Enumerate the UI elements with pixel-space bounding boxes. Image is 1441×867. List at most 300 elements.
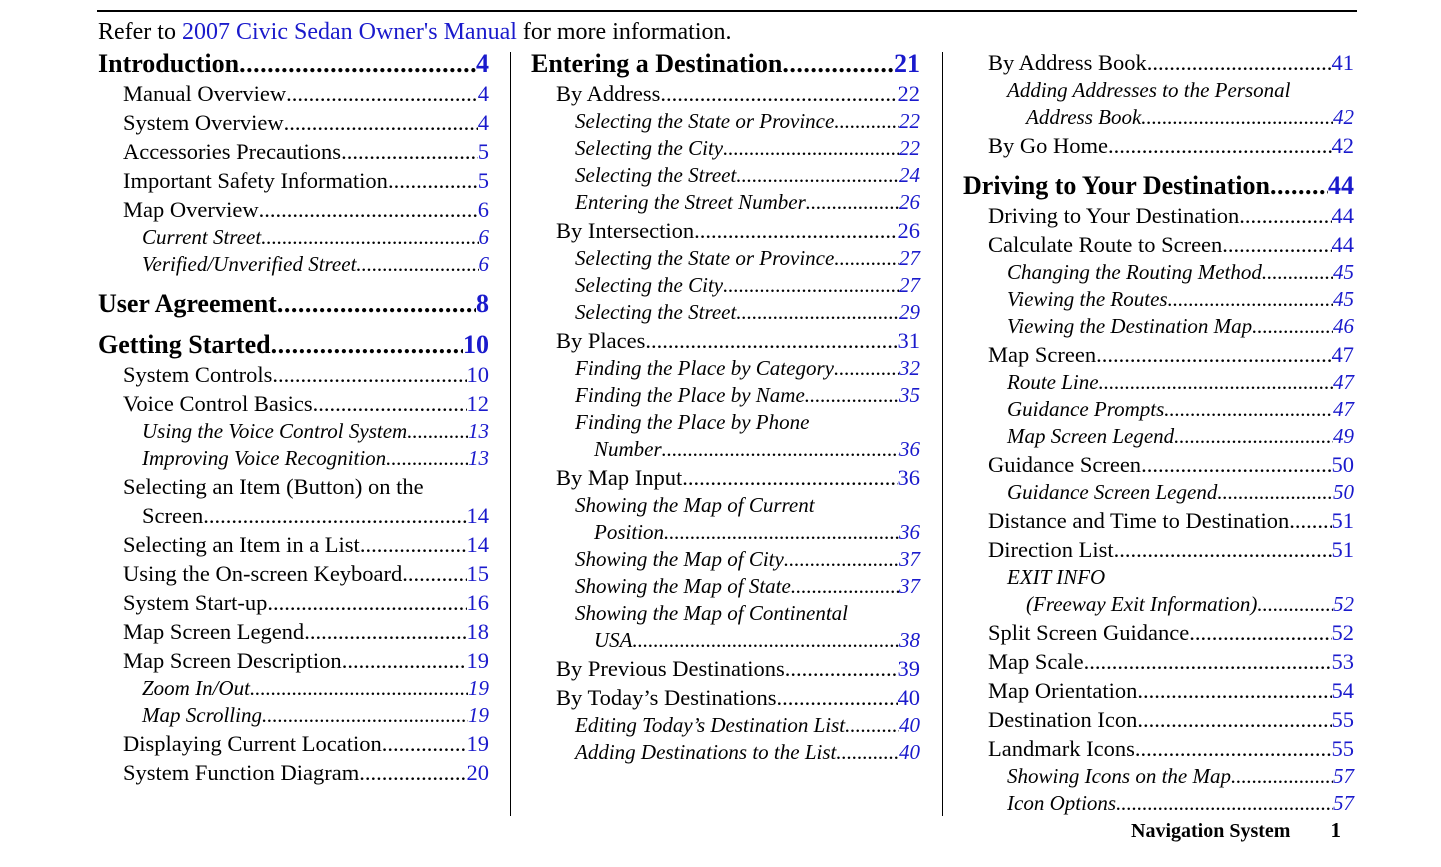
dot-leader [261, 224, 478, 251]
dot-leader [277, 288, 476, 319]
dot-leader [1135, 734, 1332, 763]
toc-entry[interactable] [98, 137, 489, 166]
dot-leader [834, 355, 899, 382]
toc-page-link[interactable]: 12 [466, 391, 489, 416]
toc-entry-title: Guidance Prompts [1007, 397, 1165, 421]
toc-entry-title: Guidance Screen Legend [1007, 480, 1218, 504]
toc-page-link[interactable]: 45 [1333, 260, 1354, 284]
toc-subentry[interactable] [963, 369, 1354, 396]
toc-page-link[interactable]: 47 [1333, 370, 1354, 394]
toc-entry-title: Selecting the State or Province [575, 246, 835, 270]
toc-subentry[interactable] [963, 564, 1354, 591]
toc-page-link[interactable]: 4 [476, 49, 489, 78]
toc-entry-title: System Controls [123, 362, 273, 387]
dot-leader [682, 463, 897, 492]
toc-subentry[interactable] [531, 627, 920, 654]
toc-page-link[interactable]: 26 [899, 190, 920, 214]
toc-column-3 [963, 48, 1354, 817]
toc-page-link[interactable]: 27 [899, 246, 920, 270]
toc-subentry[interactable] [963, 104, 1354, 131]
footer-page-number: 1 [1330, 818, 1341, 842]
toc-page-link[interactable]: 45 [1333, 287, 1354, 311]
toc-entry[interactable] [963, 340, 1354, 369]
toc-page-link[interactable]: 47 [1333, 397, 1354, 421]
dot-leader [1168, 286, 1333, 313]
toc-entry[interactable] [98, 166, 489, 195]
toc-entry-title: Address Book [1026, 105, 1142, 129]
dot-leader [203, 501, 466, 530]
column-divider [942, 52, 943, 816]
dot-leader [660, 79, 897, 108]
toc-entry-title: Accessories Precautions [123, 139, 342, 164]
toc-entry-title: By Places [556, 328, 646, 353]
top-rule [97, 10, 1357, 12]
toc-entry-title: Route Line [1007, 370, 1099, 394]
toc-page-link[interactable]: 57 [1333, 764, 1354, 788]
dot-leader [286, 79, 478, 108]
dot-leader [382, 729, 467, 758]
toc-entry-title: Verified/Unverified Street [142, 252, 357, 276]
toc-subentry[interactable] [531, 135, 920, 162]
toc-entry-title: Getting Started [98, 330, 271, 359]
toc-entry-title: Map Screen Legend [1007, 424, 1175, 448]
dot-leader [845, 712, 899, 739]
dot-leader [313, 389, 467, 418]
toc-page-link[interactable]: 22 [897, 81, 920, 106]
dot-leader [1099, 369, 1333, 396]
toc-entry-title: Selecting the State or Province [575, 109, 835, 133]
toc-subentry[interactable] [531, 573, 920, 600]
footer-section-title: Navigation System [1131, 820, 1291, 842]
toc-page-link[interactable]: 13 [468, 446, 489, 470]
toc-subentry[interactable] [531, 409, 920, 436]
reference-suffix: for more information. [516, 19, 732, 45]
toc-entry[interactable] [98, 501, 489, 530]
toc-entry[interactable] [531, 683, 920, 712]
toc-entry-title: Changing the Routing Method [1007, 260, 1262, 284]
toc-entry-title: Displaying Current Location [123, 731, 382, 756]
toc-entry[interactable] [963, 230, 1354, 259]
toc-entry-title: By Previous Destinations [556, 656, 785, 681]
toc-entry-title: EXIT INFO [1007, 565, 1106, 589]
toc-entry[interactable] [98, 530, 489, 559]
toc-entry-title: Current Street [142, 225, 262, 249]
dot-leader [1189, 618, 1331, 647]
toc-entry-title: Driving to Your Destination [988, 203, 1240, 228]
toc-subentry[interactable] [531, 739, 920, 766]
toc-entry[interactable] [531, 463, 920, 492]
toc-entry[interactable] [963, 131, 1354, 160]
dot-leader [723, 272, 899, 299]
toc-page-link[interactable]: 14 [466, 532, 489, 557]
dot-leader [1108, 131, 1332, 160]
toc-subentry[interactable] [963, 77, 1354, 104]
dot-leader [791, 573, 899, 600]
toc-section-heading[interactable] [531, 48, 920, 79]
toc-subentry[interactable] [963, 259, 1354, 286]
toc-entry[interactable] [98, 758, 489, 787]
toc-entry-title: Map Screen [988, 342, 1097, 367]
toc-entry[interactable] [963, 201, 1354, 230]
toc-page-link[interactable]: 19 [466, 648, 489, 673]
dot-leader [806, 189, 899, 216]
toc-page-link[interactable]: 42 [1331, 133, 1354, 158]
toc-subentry[interactable] [963, 591, 1354, 618]
toc-subentry[interactable] [531, 600, 920, 627]
toc-subentry[interactable] [963, 763, 1354, 790]
dot-leader [1164, 396, 1333, 423]
toc-page-link[interactable]: 20 [466, 760, 489, 785]
toc-entry[interactable] [963, 647, 1354, 676]
dot-leader [777, 683, 898, 712]
toc-entry-title: Using the On-screen Keyboard [123, 561, 403, 586]
toc-entry-title: Destination Icon [988, 707, 1138, 732]
toc-entry[interactable] [963, 48, 1354, 77]
toc-subentry[interactable] [98, 418, 489, 445]
toc-entry-title: By Map Input [556, 465, 683, 490]
dot-leader [402, 559, 466, 588]
dot-leader [784, 546, 899, 573]
toc-column-1 [98, 48, 489, 787]
toc-page-link[interactable]: 6 [478, 252, 489, 276]
dot-leader [1084, 647, 1332, 676]
toc-entry-title: Manual Overview [123, 81, 287, 106]
toc-subentry[interactable] [98, 675, 489, 702]
toc-entry-title: Finding the Place by Phone [575, 410, 810, 434]
toc-entry-title: Showing the Map of City [575, 547, 784, 571]
dot-leader [694, 216, 897, 245]
dot-leader [1137, 705, 1331, 734]
toc-page-link[interactable]: 26 [897, 218, 920, 243]
dot-leader [723, 135, 899, 162]
dot-leader [1289, 506, 1331, 535]
toc-page-link[interactable]: 50 [1331, 452, 1354, 477]
dot-leader [836, 739, 899, 766]
toc-entry-title: Map Scale [988, 649, 1084, 674]
toc-page-link[interactable]: 19 [468, 703, 489, 727]
toc-section-heading[interactable] [963, 170, 1354, 201]
toc-page-link[interactable]: 27 [899, 273, 920, 297]
dot-leader [304, 617, 466, 646]
toc-page-link[interactable]: 52 [1331, 620, 1354, 645]
toc-page-link[interactable]: 35 [899, 383, 920, 407]
toc-page-link[interactable]: 55 [1331, 736, 1354, 761]
dot-leader [834, 108, 899, 135]
column-divider [510, 52, 511, 816]
toc-entry-title: Adding Addresses to the Personal [1007, 78, 1291, 102]
toc-subentry[interactable] [531, 272, 920, 299]
dot-leader [645, 326, 897, 355]
toc-subentry[interactable] [98, 224, 489, 251]
toc-page-link[interactable]: 15 [466, 561, 489, 586]
toc-page-link[interactable]: 52 [1333, 592, 1354, 616]
toc-entry-title: Split Screen Guidance [988, 620, 1190, 645]
dot-leader [805, 382, 899, 409]
toc-subentry[interactable] [98, 251, 489, 278]
dot-leader [271, 329, 463, 360]
toc-column-2 [531, 48, 920, 766]
toc-entry-title: Adding Destinations to the List [575, 740, 837, 764]
toc-entry[interactable] [963, 506, 1354, 535]
toc-subentry[interactable] [963, 286, 1354, 313]
toc-entry-title: User Agreement [98, 289, 277, 318]
section-gap [98, 278, 489, 288]
toc-entry-title: Screen [142, 503, 204, 528]
toc-page-link[interactable]: 44 [1331, 232, 1354, 257]
toc-page-link[interactable]: 37 [899, 547, 920, 571]
toc-entry-title: Map Orientation [988, 678, 1138, 703]
toc-entry[interactable] [98, 195, 489, 224]
page-footer [1131, 817, 1341, 844]
toc-page-link[interactable]: 40 [897, 685, 920, 710]
toc-entry-title: System Start-up [123, 590, 268, 615]
toc-entry-title: By Go Home [988, 133, 1108, 158]
toc-subentry[interactable] [963, 423, 1354, 450]
toc-entry-title: Improving Voice Recognition [142, 446, 387, 470]
toc-entry[interactable] [963, 734, 1354, 763]
toc-entry-title: Editing Today’s Destination List [575, 713, 846, 737]
toc-page-link[interactable]: 5 [477, 139, 489, 164]
toc-entry-title: By Today’s Destinations [556, 685, 777, 710]
toc-page-link[interactable]: 10 [466, 362, 489, 387]
toc-entry-title: Zoom In/Out [142, 676, 250, 700]
dot-leader [1141, 450, 1331, 479]
toc-page-link[interactable]: 5 [477, 168, 489, 193]
dot-leader [250, 675, 468, 702]
toc-page-link[interactable]: 22 [899, 109, 920, 133]
dot-leader [1217, 479, 1333, 506]
toc-entry-title: Selecting the City [575, 136, 724, 160]
toc-entry-title: (Freeway Exit Information) [1026, 592, 1258, 616]
toc-page-link[interactable]: 22 [899, 136, 920, 160]
dot-leader [342, 646, 467, 675]
dot-leader [1270, 170, 1328, 201]
dot-leader [407, 418, 468, 445]
toc-entry-title: Icon Options [1007, 791, 1117, 815]
toc-entry-title: Showing the Map of Continental [575, 601, 848, 625]
dot-leader [284, 108, 478, 137]
toc-subentry[interactable] [531, 245, 920, 272]
dot-leader [356, 251, 478, 278]
toc-entry-title: Finding the Place by Category [575, 356, 834, 380]
toc-entry[interactable] [98, 360, 489, 389]
toc-subentry[interactable] [531, 492, 920, 519]
toc-page-link[interactable]: 29 [899, 300, 920, 324]
dot-leader [360, 530, 467, 559]
toc-section-heading[interactable] [98, 288, 489, 319]
toc-page-link[interactable]: 16 [466, 590, 489, 615]
toc-page-link[interactable]: 38 [899, 628, 920, 652]
dot-leader [1147, 48, 1332, 77]
toc-entry-title: Selecting an Item in a List [123, 532, 360, 557]
toc-subentry[interactable] [531, 712, 920, 739]
toc-entry-title: Entering the Street Number [575, 190, 806, 214]
dot-leader [1222, 230, 1331, 259]
toc-subentry[interactable] [531, 546, 920, 573]
toc-entry-title: Selecting an Item (Button) on the [123, 474, 424, 499]
toc-entry-title: Direction List [988, 537, 1114, 562]
toc-entry-title: Calculate Route to Screen [988, 232, 1223, 257]
dot-leader [1174, 423, 1333, 450]
reference-prefix: Refer to [98, 19, 182, 45]
toc-page-link[interactable]: 54 [1331, 678, 1354, 703]
toc-entry[interactable] [98, 472, 489, 501]
dot-leader [272, 360, 466, 389]
toc-subentry[interactable] [531, 162, 920, 189]
toc-entry[interactable] [963, 535, 1354, 564]
reference-line [98, 17, 732, 47]
dot-leader [1252, 313, 1333, 340]
dot-leader [1239, 201, 1331, 230]
toc-entry-title: Guidance Screen [988, 452, 1142, 477]
toc-entry-title: Showing Icons on the Map [1007, 764, 1231, 788]
toc-page-link[interactable]: 14 [466, 503, 489, 528]
toc-page-link[interactable]: 19 [466, 731, 489, 756]
toc-page-link[interactable]: 51 [1331, 508, 1354, 533]
toc-page-link[interactable]: 47 [1331, 342, 1354, 367]
toc-page-link[interactable]: 36 [897, 465, 920, 490]
toc-entry[interactable] [531, 654, 920, 683]
toc-subentry[interactable] [531, 299, 920, 326]
toc-entry-title: Showing the Map of State [575, 574, 791, 598]
dot-leader [259, 195, 478, 224]
toc-entry-title: Viewing the Routes [1007, 287, 1168, 311]
toc-entry[interactable] [963, 450, 1354, 479]
toc-page-link[interactable]: 8 [476, 289, 489, 318]
toc-entry-title: Selecting the Street [575, 163, 737, 187]
toc-entry-title: Important Safety Information [123, 168, 388, 193]
toc-page-link[interactable]: 40 [899, 713, 920, 737]
toc-page-link[interactable]: 13 [468, 419, 489, 443]
toc-entry-title: Voice Control Basics [123, 391, 313, 416]
toc-page-link[interactable]: 53 [1331, 649, 1354, 674]
toc-page-link[interactable]: 51 [1331, 537, 1354, 562]
toc-entry[interactable] [531, 326, 920, 355]
toc-section-heading[interactable] [98, 48, 489, 79]
toc-subentry[interactable] [531, 108, 920, 135]
toc-entry-title: By Address Book [988, 50, 1147, 75]
toc-page-link[interactable]: 55 [1331, 707, 1354, 732]
toc-entry-title: Introduction [98, 49, 240, 78]
toc-page-link[interactable]: 6 [478, 225, 489, 249]
toc-page-link[interactable]: 44 [1331, 203, 1354, 228]
toc-page-link[interactable]: 21 [894, 49, 920, 78]
dot-leader [1231, 763, 1333, 790]
toc-page-link[interactable]: 4 [477, 81, 489, 106]
toc-page-link[interactable]: 18 [466, 619, 489, 644]
toc-entry[interactable] [531, 216, 920, 245]
toc-page-link[interactable]: 42 [1333, 105, 1354, 129]
toc-entry[interactable] [98, 617, 489, 646]
dot-leader [662, 436, 899, 463]
dot-leader [359, 758, 466, 787]
toc-subentry[interactable] [963, 790, 1354, 817]
toc-entry[interactable] [98, 79, 489, 108]
toc-entry[interactable] [98, 646, 489, 675]
toc-page-link[interactable]: 40 [899, 740, 920, 764]
toc-subentry[interactable] [963, 479, 1354, 506]
toc-section-heading[interactable] [98, 329, 489, 360]
toc-entry-title: Entering a Destination [531, 49, 783, 78]
dot-leader [341, 137, 478, 166]
toc-page-link[interactable]: 32 [899, 356, 920, 380]
toc-page-link[interactable]: 19 [468, 676, 489, 700]
toc-entry-title: Using the Voice Control System [142, 419, 408, 443]
toc-page-link[interactable]: 49 [1333, 424, 1354, 448]
toc-subentry[interactable] [531, 189, 920, 216]
toc-subentry[interactable] [531, 519, 920, 546]
owners-manual-link[interactable]: 2007 Civic Sedan Owner's Manual [181, 19, 517, 45]
toc-entry-title: By Address [556, 81, 661, 106]
toc-subentry[interactable] [98, 445, 489, 472]
toc-subentry[interactable] [963, 396, 1354, 423]
toc-entry-title: Map Screen Description [123, 648, 342, 673]
toc-page-link[interactable]: 50 [1333, 480, 1354, 504]
toc-entry-title: Viewing the Destination Map [1007, 314, 1253, 338]
toc-page-link[interactable]: 46 [1333, 314, 1354, 338]
dot-leader [736, 299, 899, 326]
toc-page-link[interactable]: 41 [1331, 50, 1354, 75]
toc-entry[interactable] [98, 588, 489, 617]
toc-entry[interactable] [963, 618, 1354, 647]
toc-entry[interactable] [98, 559, 489, 588]
toc-page-link[interactable]: 6 [477, 197, 489, 222]
dot-leader [1114, 535, 1332, 564]
toc-subentry[interactable] [963, 313, 1354, 340]
dot-leader [1141, 104, 1333, 131]
dot-leader [834, 245, 899, 272]
toc-subentry[interactable] [98, 702, 489, 729]
toc-page-link[interactable]: 37 [899, 574, 920, 598]
toc-page-link[interactable]: 36 [899, 520, 920, 544]
toc-page-link[interactable]: 39 [897, 656, 920, 681]
toc-page-link[interactable]: 10 [463, 330, 489, 359]
dot-leader [633, 627, 900, 654]
section-gap [98, 319, 489, 329]
toc-entry[interactable] [98, 389, 489, 418]
toc-entry-title: Selecting the City [575, 273, 724, 297]
toc-page-link[interactable]: 57 [1333, 791, 1354, 815]
toc-entry-title: Map Screen Legend [123, 619, 305, 644]
toc-entry-title: System Overview [123, 110, 284, 135]
toc-entry-title: Position [594, 520, 665, 544]
toc-entry-title: Landmark Icons [988, 736, 1135, 761]
toc-entry[interactable] [98, 108, 489, 137]
toc-page-link[interactable]: 24 [899, 163, 920, 187]
toc-entry-title: Driving to Your Destination [963, 171, 1270, 200]
toc-subentry[interactable] [531, 436, 920, 463]
toc-entry[interactable] [963, 705, 1354, 734]
toc-page-link[interactable]: 31 [897, 328, 920, 353]
toc-entry[interactable] [98, 729, 489, 758]
toc-entry-title: Distance and Time to Destination [988, 508, 1290, 533]
dot-leader [267, 588, 466, 617]
toc-page-link[interactable]: 44 [1328, 171, 1354, 200]
dot-leader [262, 702, 468, 729]
toc-page-link[interactable]: 36 [899, 437, 920, 461]
dot-leader [386, 445, 468, 472]
toc-entry-title: Showing the Map of Current [575, 493, 815, 517]
toc-entry-title: Map Overview [123, 197, 259, 222]
toc-subentry[interactable] [531, 382, 920, 409]
toc-page-link[interactable]: 4 [477, 110, 489, 135]
toc-entry[interactable] [531, 79, 920, 108]
dot-leader [664, 519, 899, 546]
dot-leader [1262, 259, 1333, 286]
toc-subentry[interactable] [531, 355, 920, 382]
toc-entry[interactable] [963, 676, 1354, 705]
dot-leader [1137, 676, 1331, 705]
